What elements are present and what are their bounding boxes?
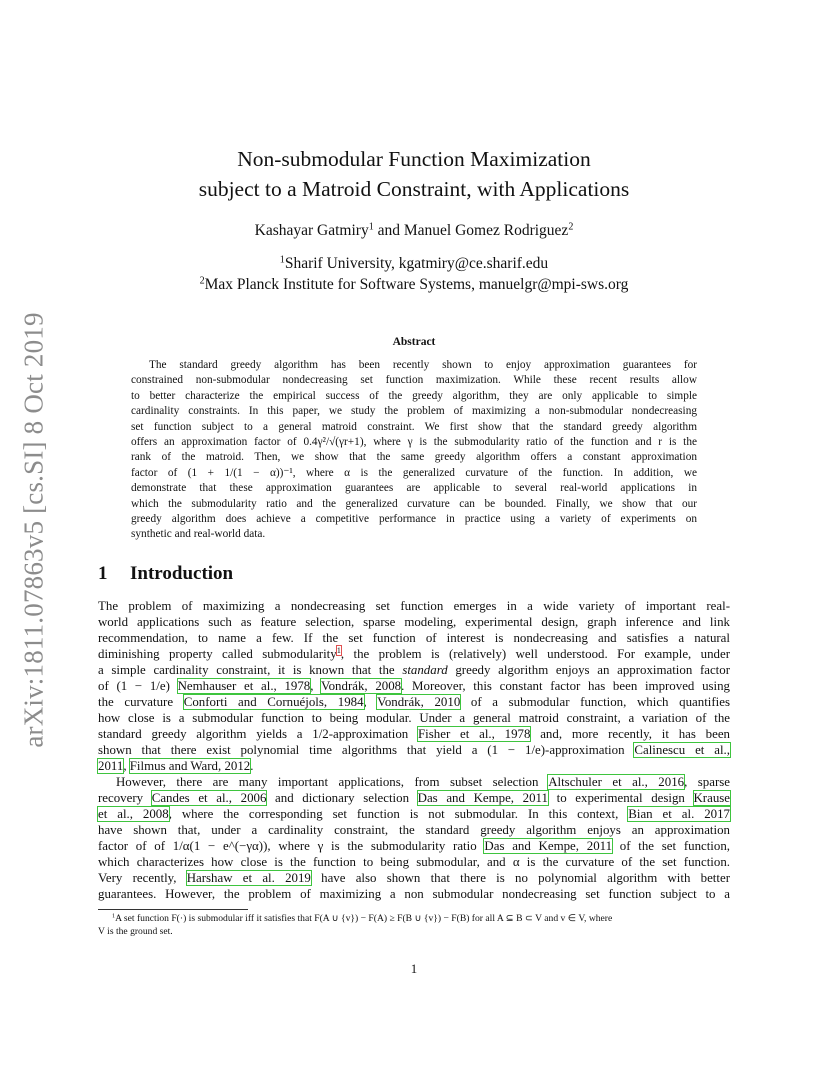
arxiv-stamp-text: arXiv:1811.07863v5 [cs.SI] 8 Oct 2019: [18, 312, 49, 748]
title-line-1: Non-submodular Function Maximization: [237, 147, 591, 171]
abstract-line: rank of the matroid. Then, we show that the same greedy algorithm offers a constant approximation: [131, 451, 697, 464]
footnote-line: [98, 913, 730, 926]
abstract-line: demonstrate that these approximation guarantees are applicable to several real-world applications in: [131, 482, 697, 495]
page-number: 1: [410, 962, 418, 976]
citation-link[interactable]: Nemhauser et al., 1978: [177, 679, 311, 693]
citation-link[interactable]: Bian et al. 2017: [628, 807, 730, 821]
body-text: and, more recently, it has been: [530, 727, 731, 741]
abstract-line: which the submodularity ratio and the generalized curvature can be bounded. Finally, we show that our: [131, 497, 697, 510]
body-line: [98, 646, 730, 662]
body-text: . Moreover, this constant factor has been improved using: [401, 679, 731, 693]
body-line: [98, 870, 730, 886]
author-conjunction: and: [373, 222, 404, 239]
body-text: , the problem is (relatively) well understood. For example, under: [340, 647, 730, 661]
body-text: ,: [123, 759, 130, 773]
body-line: [98, 678, 730, 694]
affiliations: [0, 253, 828, 295]
author-1-mark: 1: [368, 221, 374, 233]
footnote-line: V is the ground set.: [98, 925, 173, 937]
body-text: factor of of 1/α(1 − e^(−γα)), where γ is the submodularity ratio: [98, 839, 485, 853]
body-line: recommendation, to name a few. If the set function of interest is nondecreasing and satisfies a natural: [98, 631, 730, 645]
body-text: shown that there exist polynomial time algorithms that yield a (1 − 1/e)-approximation: [98, 743, 635, 757]
footnote-mark: 1: [112, 912, 116, 920]
body-text: ,: [363, 695, 378, 709]
affiliation-1-text: Sharif University, kgatmiry@ce.sharif.edu: [284, 255, 549, 272]
abstract-line: constrained non-submodular nondecreasing set function maximization. While these recent results allow: [131, 374, 697, 387]
body-line: [98, 838, 730, 854]
body-text: However, there are many important applications, from subset selection: [116, 775, 549, 789]
citation-link[interactable]: Fisher et al., 1978: [418, 727, 531, 741]
body-text: a simple cardinality constraint, it is known that the: [98, 663, 403, 677]
body-text: of a submodular function, which quantifies: [460, 695, 730, 709]
abstract-line: synthetic and real-world data.: [131, 528, 266, 541]
affiliation-2-text: Max Planck Institute for Software Systems, manuelgr@mpi-sws.org: [204, 276, 629, 293]
abstract-line: cardinality constraints. In this paper, we study the problem of maximizing a non-submodular nondecreasing: [131, 405, 697, 418]
abstract-line: set function subject to a general matroid constraint. We first show that the standard greedy algorithm: [131, 420, 697, 433]
citation-link[interactable]: Harshaw et al. 2019: [186, 871, 311, 885]
body-line: [98, 806, 730, 822]
citation-link[interactable]: Vondrák, 2008: [320, 679, 402, 693]
footnote-text: A set function F(·) is submodular iff it satisfies that F(A ∪ {v}) − F(A) ≥ F(B ∪ {v}) − F(B) for all A ⊆ B ⊂ V and v ∈ V, where: [115, 913, 613, 924]
author-2: Manuel Gomez Rodriguez: [403, 222, 569, 239]
body-line: [98, 694, 730, 710]
abstract-body: [131, 358, 697, 543]
body-line: guarantees. However, the problem of maximizing a non submodular nondecreasing set function subject to a: [98, 887, 730, 901]
body-line: how close is a submodular function to being modular. Under a general matroid constraint, a variation of the: [98, 711, 730, 725]
body-text: of (1 − 1/e): [98, 679, 178, 693]
body-line: which characterizes how close is the function to being submodular, and α is the curvature of the set function.: [98, 855, 730, 869]
body-line: [98, 758, 730, 774]
citation-link[interactable]: Filmus and Ward, 2012: [129, 759, 251, 773]
section-title: Introduction: [130, 563, 234, 584]
author-2-mark: 2: [568, 221, 574, 233]
footnote-rule: [98, 909, 248, 910]
body-text: Very recently,: [98, 871, 187, 885]
paper-title: [0, 144, 828, 204]
abstract-line: The standard greedy algorithm has been recently shown to enjoy approximation guarantees for: [149, 359, 697, 371]
body-text: , where the corresponding set function is not submodular. In this context,: [168, 807, 629, 821]
body-text: diminishing property called submodularity: [98, 647, 337, 661]
affiliation-2: [0, 274, 828, 295]
footnote: [98, 913, 730, 938]
body-line: [98, 790, 730, 806]
body-line: have shown that, under a cardinality constraint, the standard greedy algorithm enjoys an approximation: [98, 823, 730, 837]
arxiv-stamp: [20, 310, 48, 750]
author-list: [0, 221, 828, 241]
abstract-heading: Abstract: [392, 336, 436, 348]
abstract-line: offers an approximation factor of 0.4γ²/√(γr+1), where γ is the submodularity ratio of the function and r is the: [131, 435, 697, 448]
affiliation-1-mark: 1: [279, 254, 285, 266]
body-text: , sparse: [684, 775, 730, 789]
affiliation-2-mark: 2: [199, 275, 205, 287]
introduction-body: [98, 598, 730, 902]
title-line-2: subject to a Matroid Constraint, with Applications: [198, 177, 630, 201]
citation-link[interactable]: Vondrák, 2010: [377, 695, 461, 709]
abstract-line: factor of (1 + 1/(1 − α))⁻¹, where α is the generalized curvature of the function. In addition, we: [131, 466, 697, 479]
citation-link[interactable]: Conforti and Cornuéjols, 1984: [183, 695, 364, 709]
body-text: and dictionary selection: [266, 791, 418, 805]
body-line: [98, 742, 730, 758]
author-1: Kashayar Gatmiry: [254, 222, 369, 239]
citation-link[interactable]: Candes et al., 2006: [151, 791, 267, 805]
section-heading: [98, 562, 233, 586]
body-text: recovery: [98, 791, 152, 805]
citation-link[interactable]: Das and Kempe, 2011: [417, 791, 548, 805]
emphasis: standard: [402, 663, 448, 677]
citation-link[interactable]: Calinescu et al.,: [634, 743, 730, 757]
abstract-line: greedy algorithm does achieve a competitive performance in practice using a variety of experiments on: [131, 512, 697, 525]
body-text: greedy algorithm enjoys an approximation factor: [447, 663, 731, 677]
citation-link[interactable]: et al., 2008: [98, 807, 169, 821]
body-text: ,: [310, 679, 321, 693]
section-number: 1: [98, 563, 108, 584]
citation-link[interactable]: 2011: [98, 759, 124, 773]
body-text: the curvature: [98, 695, 184, 709]
body-text: standard greedy algorithm yields a 1/2-approximation: [98, 727, 419, 741]
citation-link[interactable]: Krause: [693, 791, 731, 805]
abstract-line: to better characterize the empirical success of the greedy algorithm, they are only applicable to simple: [131, 389, 697, 402]
body-line: The problem of maximizing a nondecreasing set function emerges in a wide variety of important real-: [98, 599, 730, 613]
body-text: of the set function,: [612, 839, 731, 853]
body-text: to experimental design: [547, 791, 694, 805]
body-text: have also shown that there is no polynomial algorithm with better: [310, 871, 730, 885]
body-line: world applications such as feature selection, sparse modeling, experimental design, graph inference and link: [98, 615, 730, 629]
affiliation-1: [0, 253, 828, 274]
body-line: [98, 774, 730, 790]
body-text: .: [250, 759, 254, 773]
citation-link[interactable]: Das and Kempe, 2011: [484, 839, 613, 853]
body-line: [98, 662, 730, 678]
body-line: [98, 726, 730, 742]
citation-link[interactable]: Altschuler et al., 2016: [548, 775, 685, 789]
footnote-link[interactable]: 1: [336, 646, 341, 656]
